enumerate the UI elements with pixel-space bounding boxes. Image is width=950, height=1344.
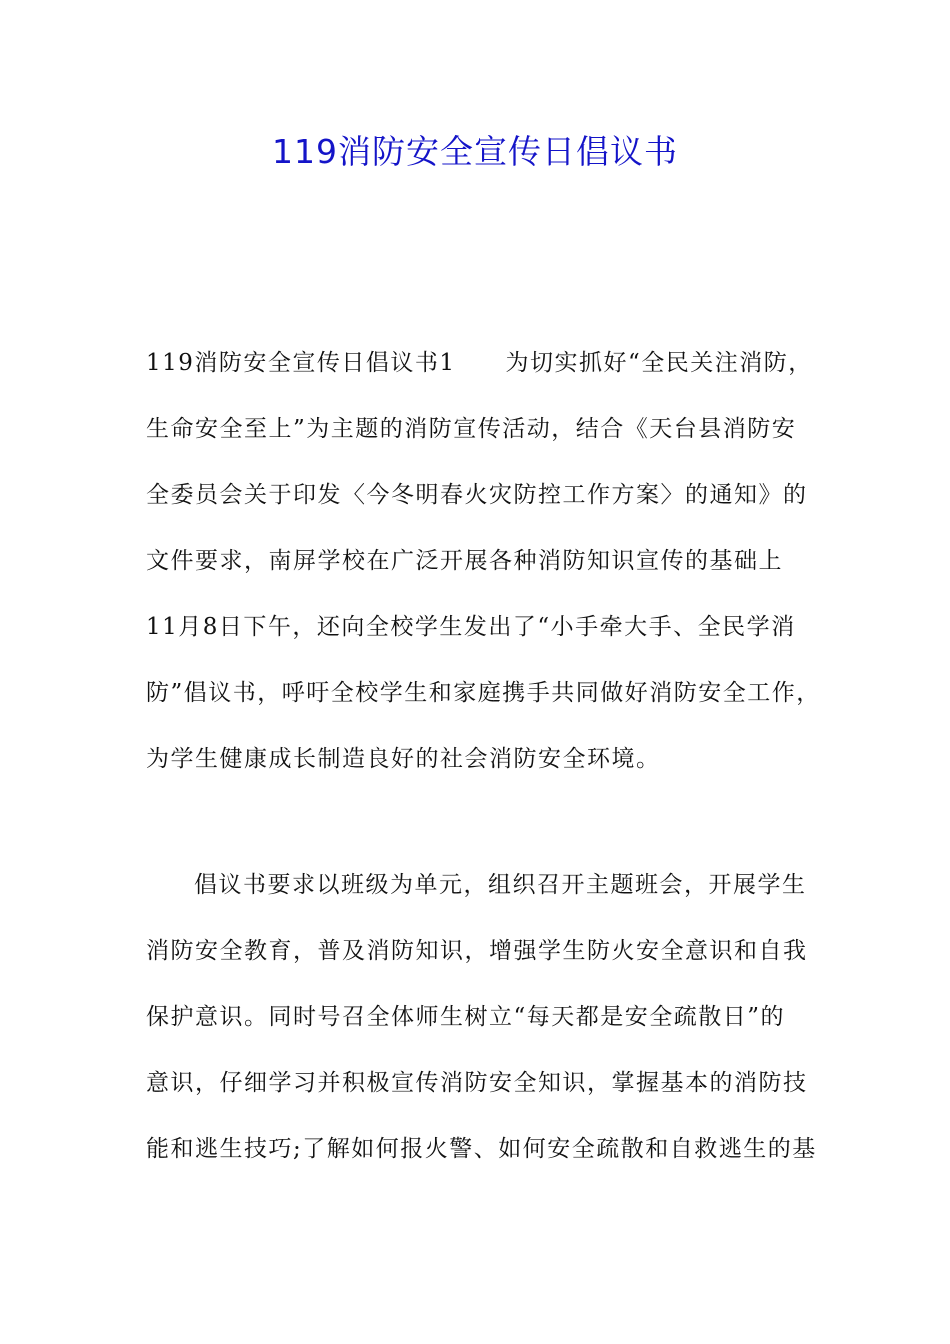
text-line: 文件要求，南屏学校在广泛开展各种消防知识宣传的基础上 <box>146 548 783 574</box>
text-line: 生命安全至上”为主题的消防宣传活动，结合《天台县消防安 <box>146 416 797 442</box>
text-line-segment: 为切实抓好“全民关注消防， <box>505 350 813 376</box>
text-line: 倡议书要求以班级为单元，组织召开主题班会，开展学生 <box>194 872 807 898</box>
text-line <box>146 330 826 396</box>
paragraph-2 <box>146 852 826 1182</box>
paragraph-1 <box>146 330 826 792</box>
text-line: 保护意识。同时号召全体师生树立“每天都是安全疏散日”的 <box>146 1004 786 1030</box>
text-line: 能和逃生技巧;了解如何报火警、如何安全疏散和自救逃生的基 <box>146 1136 817 1162</box>
text-line: 防”倡议书，呼吁全校学生和家庭携手共同做好消防安全工作， <box>146 680 821 706</box>
section-heading-inline: 119消防安全宣传日倡议书1 <box>146 350 456 376</box>
text-line: 为学生健康成长制造良好的社会消防安全环境。 <box>146 746 661 772</box>
text-line: 全委员会关于印发〈今冬明春火灾防控工作方案〉的通知》的 <box>146 482 808 508</box>
text-line: 消防安全教育，普及消防知识，增强学生防火安全意识和自我 <box>146 938 808 964</box>
text-line: 意识，仔细学习并积极宣传消防安全知识，掌握基本的消防技 <box>146 1070 808 1096</box>
text-line: 11月8日下午，还向全校学生发出了“小手牵大手、全民学消 <box>146 614 796 640</box>
document-title: 119消防安全宣传日倡议书 <box>272 132 678 171</box>
